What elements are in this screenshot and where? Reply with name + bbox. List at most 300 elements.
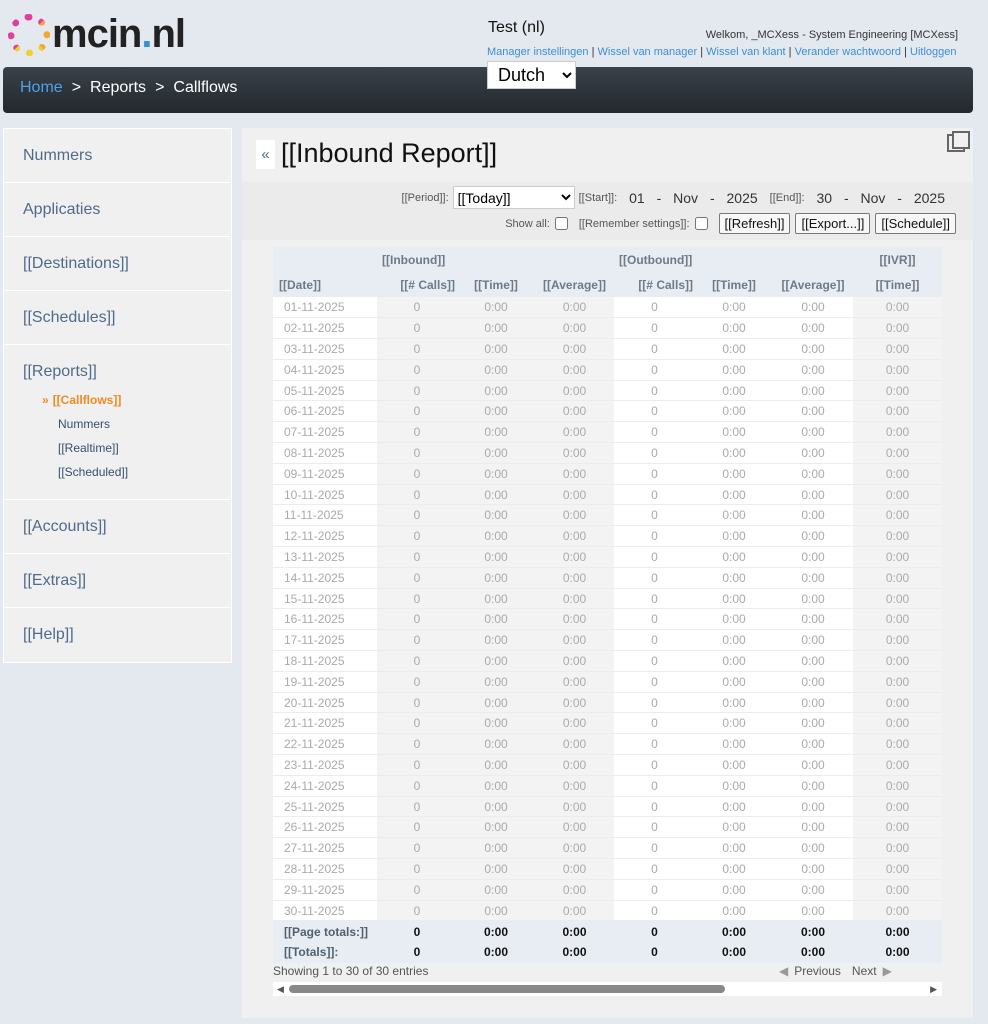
value-cell: 0:00 bbox=[773, 505, 853, 526]
value-cell: 0:00 bbox=[535, 526, 614, 547]
value-cell: 0:00 bbox=[695, 401, 773, 422]
value-cell: 0:00 bbox=[457, 879, 535, 900]
value-cell: 0:00 bbox=[457, 755, 535, 776]
link-switch-client[interactable]: Wissel van klant bbox=[706, 46, 786, 58]
value-cell: 0:00 bbox=[773, 671, 853, 692]
value-cell: 0:00 bbox=[457, 838, 535, 859]
value-cell: 0:00 bbox=[853, 463, 942, 484]
value-cell: 0:00 bbox=[853, 838, 942, 859]
value-cell: 0 bbox=[377, 422, 457, 443]
value-cell: 0:00 bbox=[773, 484, 853, 505]
value-cell: 0:00 bbox=[457, 297, 535, 318]
date-cell: 02-11-2025 bbox=[273, 318, 377, 339]
value-cell: 0 bbox=[614, 401, 695, 422]
value-cell: 0:00 bbox=[535, 900, 614, 921]
value-cell: 0:00 bbox=[773, 838, 853, 859]
totals-cell: 0:00 bbox=[535, 942, 614, 963]
value-cell: 0:00 bbox=[773, 526, 853, 547]
date-cell: 30-11-2025 bbox=[273, 900, 377, 921]
value-cell: 0:00 bbox=[773, 339, 853, 360]
sidebar-item-reports[interactable]: [[Reports]] bbox=[23, 363, 97, 380]
value-cell: 0 bbox=[614, 567, 695, 588]
value-cell: 0:00 bbox=[535, 318, 614, 339]
value-cell: 0 bbox=[377, 817, 457, 838]
totals-cell: 0 bbox=[614, 942, 695, 963]
column-header[interactable]: [[Time]] bbox=[853, 272, 942, 297]
value-cell: 0 bbox=[377, 339, 457, 360]
value-cell: 0:00 bbox=[457, 796, 535, 817]
value-cell: 0:00 bbox=[695, 380, 773, 401]
value-cell: 0:00 bbox=[773, 775, 853, 796]
show-all-checkbox[interactable] bbox=[555, 217, 568, 230]
value-cell: 0 bbox=[614, 484, 695, 505]
value-cell: 0:00 bbox=[773, 380, 853, 401]
sidebar-sub-callflows[interactable]: » [[Callflows]] bbox=[42, 393, 122, 407]
value-cell: 0 bbox=[377, 567, 457, 588]
column-header[interactable]: [[Average]] bbox=[773, 272, 853, 297]
table-row bbox=[273, 900, 942, 921]
value-cell: 0:00 bbox=[853, 713, 942, 734]
value-cell: 0 bbox=[377, 297, 457, 318]
value-cell: 0:00 bbox=[853, 505, 942, 526]
value-cell: 0:00 bbox=[773, 401, 853, 422]
link-logout[interactable]: Uitloggen bbox=[910, 46, 957, 58]
value-cell: 0:00 bbox=[853, 401, 942, 422]
value-cell: 0 bbox=[377, 359, 457, 380]
period-select[interactable] bbox=[453, 186, 575, 209]
totals-cell: 0:00 bbox=[695, 921, 773, 942]
date-cell: 20-11-2025 bbox=[273, 692, 377, 713]
value-cell: 0 bbox=[377, 318, 457, 339]
value-cell: 0:00 bbox=[853, 609, 942, 630]
table-row bbox=[273, 380, 942, 401]
value-cell: 0 bbox=[614, 505, 695, 526]
value-cell: 0:00 bbox=[535, 297, 614, 318]
value-cell: 0:00 bbox=[457, 609, 535, 630]
value-cell: 0:00 bbox=[853, 339, 942, 360]
scrollbar-thumb[interactable] bbox=[289, 985, 725, 993]
date-cell: 24-11-2025 bbox=[273, 775, 377, 796]
totals-cell: 0:00 bbox=[853, 942, 942, 963]
value-cell: 0:00 bbox=[695, 547, 773, 568]
value-cell: 0 bbox=[614, 547, 695, 568]
value-cell: 0:00 bbox=[535, 713, 614, 734]
table-row bbox=[273, 443, 942, 464]
value-cell: 0:00 bbox=[695, 609, 773, 630]
start-date[interactable]: 01 - Nov - 2025 bbox=[629, 189, 758, 206]
value-cell: 0:00 bbox=[773, 755, 853, 776]
column-header[interactable]: [[Average]] bbox=[535, 272, 614, 297]
value-cell: 0:00 bbox=[695, 422, 773, 443]
date-cell: 28-11-2025 bbox=[273, 859, 377, 880]
sidebar-group-reports bbox=[4, 345, 231, 500]
schedule-button[interactable]: [[Schedule]] bbox=[875, 213, 956, 234]
column-header[interactable]: [[# Calls]] bbox=[614, 272, 695, 297]
sidebar-item-nummers[interactable]: Nummers bbox=[4, 129, 231, 183]
date-cell: 12-11-2025 bbox=[273, 526, 377, 547]
language-select[interactable] bbox=[487, 61, 576, 89]
table-row bbox=[273, 484, 942, 505]
value-cell: 0:00 bbox=[457, 422, 535, 443]
value-cell: 0:00 bbox=[457, 339, 535, 360]
sidebar-item-extras[interactable]: [[Extras]] bbox=[4, 554, 231, 608]
value-cell: 0:00 bbox=[457, 484, 535, 505]
value-cell: 0:00 bbox=[457, 671, 535, 692]
value-cell: 0 bbox=[614, 339, 695, 360]
date-cell: 09-11-2025 bbox=[273, 463, 377, 484]
value-cell: 0 bbox=[614, 734, 695, 755]
table-row bbox=[273, 796, 942, 817]
value-cell: 0:00 bbox=[695, 796, 773, 817]
value-cell: 0:00 bbox=[695, 526, 773, 547]
date-cell: 03-11-2025 bbox=[273, 339, 377, 360]
horizontal-scrollbar[interactable] bbox=[273, 982, 942, 996]
value-cell: 0:00 bbox=[773, 734, 853, 755]
value-cell: 0 bbox=[614, 443, 695, 464]
value-cell: 0 bbox=[614, 900, 695, 921]
value-cell: 0 bbox=[377, 859, 457, 880]
value-cell: 0 bbox=[377, 734, 457, 755]
pagination bbox=[776, 964, 895, 978]
totals-cell: 0:00 bbox=[773, 921, 853, 942]
value-cell: 0 bbox=[614, 609, 695, 630]
date-cell: 13-11-2025 bbox=[273, 547, 377, 568]
value-cell: 0:00 bbox=[535, 339, 614, 360]
collapse-button[interactable]: « bbox=[256, 140, 275, 169]
value-cell: 0:00 bbox=[853, 567, 942, 588]
value-cell: 0:00 bbox=[853, 484, 942, 505]
value-cell: 0:00 bbox=[853, 775, 942, 796]
value-cell: 0:00 bbox=[773, 463, 853, 484]
value-cell: 0:00 bbox=[457, 775, 535, 796]
value-cell: 0 bbox=[377, 588, 457, 609]
value-cell: 0:00 bbox=[773, 713, 853, 734]
table-row bbox=[273, 547, 942, 568]
totals-cell: 0:00 bbox=[773, 942, 853, 963]
value-cell: 0:00 bbox=[457, 380, 535, 401]
value-cell: 0:00 bbox=[695, 443, 773, 464]
totals-cell: 0:00 bbox=[853, 921, 942, 942]
table-row bbox=[273, 339, 942, 360]
value-cell: 0 bbox=[377, 713, 457, 734]
totals-label: [[Page totals:]] bbox=[273, 921, 377, 942]
value-cell: 0:00 bbox=[695, 838, 773, 859]
value-cell: 0:00 bbox=[853, 297, 942, 318]
totals-cell: 0 bbox=[377, 942, 457, 963]
value-cell: 0 bbox=[614, 526, 695, 547]
date-cell: 17-11-2025 bbox=[273, 630, 377, 651]
value-cell: 0:00 bbox=[535, 859, 614, 880]
scroll-left-icon[interactable]: ◀ bbox=[277, 984, 284, 994]
column-header[interactable]: [[# Calls]] bbox=[377, 272, 457, 297]
value-cell: 0:00 bbox=[695, 671, 773, 692]
value-cell: 0:00 bbox=[457, 859, 535, 880]
next-button[interactable]: Next bbox=[851, 964, 877, 978]
totals-cell: 0 bbox=[377, 921, 457, 942]
value-cell: 0 bbox=[614, 755, 695, 776]
value-cell: 0 bbox=[614, 359, 695, 380]
value-cell: 0:00 bbox=[773, 630, 853, 651]
totals-cell: 0 bbox=[614, 921, 695, 942]
prev-arrow-icon[interactable]: ◀ bbox=[779, 964, 789, 978]
value-cell: 0:00 bbox=[853, 526, 942, 547]
table-row bbox=[273, 734, 942, 755]
breadcrumb-reports[interactable]: Reports bbox=[90, 79, 147, 96]
value-cell: 0 bbox=[614, 879, 695, 900]
value-cell: 0 bbox=[377, 547, 457, 568]
value-cell: 0:00 bbox=[695, 588, 773, 609]
value-cell: 0:00 bbox=[773, 297, 853, 318]
value-cell: 0 bbox=[614, 318, 695, 339]
value-cell: 0 bbox=[614, 796, 695, 817]
remember-label: [[Remember settings]]: bbox=[578, 217, 690, 230]
date-cell: 14-11-2025 bbox=[273, 567, 377, 588]
value-cell: 0 bbox=[377, 692, 457, 713]
value-cell: 0 bbox=[614, 775, 695, 796]
value-cell: 0:00 bbox=[695, 879, 773, 900]
table-row bbox=[273, 463, 942, 484]
table-row bbox=[273, 359, 942, 380]
next-arrow-icon[interactable]: ▶ bbox=[882, 964, 892, 978]
export-button[interactable]: [[Export...]] bbox=[795, 213, 870, 234]
table-row bbox=[273, 505, 942, 526]
date-cell: 08-11-2025 bbox=[273, 443, 377, 464]
value-cell: 0:00 bbox=[695, 339, 773, 360]
start-label: [[Start]]: bbox=[578, 191, 618, 204]
value-cell: 0 bbox=[614, 380, 695, 401]
value-cell: 0 bbox=[614, 692, 695, 713]
value-cell: 0:00 bbox=[695, 900, 773, 921]
value-cell: 0:00 bbox=[457, 359, 535, 380]
value-cell: 0:00 bbox=[457, 318, 535, 339]
value-cell: 0:00 bbox=[853, 588, 942, 609]
totals-label: [[Totals]]: bbox=[273, 942, 377, 963]
value-cell: 0 bbox=[614, 588, 695, 609]
value-cell: 0:00 bbox=[695, 734, 773, 755]
table-row bbox=[273, 422, 942, 443]
column-header[interactable]: [[Date]] bbox=[273, 272, 377, 297]
column-header[interactable]: [[Time]] bbox=[457, 272, 535, 297]
value-cell: 0:00 bbox=[457, 588, 535, 609]
value-cell: 0:00 bbox=[695, 318, 773, 339]
value-cell: 0:00 bbox=[773, 567, 853, 588]
sidebar-sub-scheduled[interactable]: [[Scheduled]] bbox=[58, 465, 129, 479]
value-cell: 0 bbox=[377, 900, 457, 921]
date-cell: 01-11-2025 bbox=[273, 297, 377, 318]
value-cell: 0:00 bbox=[773, 318, 853, 339]
scroll-right-icon[interactable]: ▶ bbox=[930, 984, 937, 994]
sidebar-sub-nummers[interactable]: Nummers bbox=[58, 417, 111, 431]
link-change-password[interactable]: Verander wachtwoord bbox=[794, 46, 902, 58]
value-cell: 0:00 bbox=[853, 443, 942, 464]
value-cell: 0 bbox=[614, 671, 695, 692]
date-cell: 29-11-2025 bbox=[273, 879, 377, 900]
date-cell: 04-11-2025 bbox=[273, 359, 377, 380]
value-cell: 0 bbox=[377, 401, 457, 422]
group-ivr: [[IVR]] bbox=[853, 247, 942, 272]
value-cell: 0:00 bbox=[535, 463, 614, 484]
value-cell: 0:00 bbox=[457, 463, 535, 484]
value-cell: 0:00 bbox=[535, 734, 614, 755]
value-cell: 0 bbox=[614, 630, 695, 651]
table-row bbox=[273, 671, 942, 692]
value-cell: 0 bbox=[377, 838, 457, 859]
value-cell: 0 bbox=[614, 297, 695, 318]
sidebar-item-accounts[interactable]: [[Accounts]] bbox=[4, 500, 231, 554]
table-row bbox=[273, 318, 942, 339]
value-cell: 0:00 bbox=[773, 900, 853, 921]
table-row bbox=[273, 588, 942, 609]
table-row bbox=[273, 630, 942, 651]
value-cell: 0:00 bbox=[773, 422, 853, 443]
value-cell: 0:00 bbox=[695, 505, 773, 526]
value-cell: 0:00 bbox=[773, 817, 853, 838]
popout-icon[interactable] bbox=[947, 134, 965, 152]
value-cell: 0:00 bbox=[535, 838, 614, 859]
value-cell: 0:00 bbox=[773, 443, 853, 464]
table-row bbox=[273, 713, 942, 734]
value-cell: 0:00 bbox=[773, 859, 853, 880]
value-cell: 0:00 bbox=[535, 817, 614, 838]
value-cell: 0:00 bbox=[853, 859, 942, 880]
value-cell: 0:00 bbox=[535, 359, 614, 380]
value-cell: 0 bbox=[377, 775, 457, 796]
end-date[interactable]: 30 - Nov - 2025 bbox=[816, 189, 945, 206]
date-cell: 23-11-2025 bbox=[273, 755, 377, 776]
date-cell: 07-11-2025 bbox=[273, 422, 377, 443]
value-cell: 0 bbox=[377, 671, 457, 692]
sidebar-sub-realtime[interactable]: [[Realtime]] bbox=[58, 441, 119, 455]
date-cell: 21-11-2025 bbox=[273, 713, 377, 734]
previous-button[interactable]: Previous bbox=[794, 964, 841, 978]
value-cell: 0:00 bbox=[695, 359, 773, 380]
value-cell: 0:00 bbox=[773, 359, 853, 380]
table-row bbox=[273, 567, 942, 588]
site-title: Test (nl) bbox=[488, 19, 545, 36]
totals-cell: 0:00 bbox=[457, 921, 535, 942]
logo[interactable]: mcin.nl bbox=[8, 12, 185, 57]
value-cell: 0:00 bbox=[695, 859, 773, 880]
value-cell: 0:00 bbox=[457, 713, 535, 734]
value-cell: 0:00 bbox=[773, 796, 853, 817]
date-cell: 19-11-2025 bbox=[273, 671, 377, 692]
date-cell: 06-11-2025 bbox=[273, 401, 377, 422]
date-cell: 26-11-2025 bbox=[273, 817, 377, 838]
value-cell: 0 bbox=[377, 380, 457, 401]
column-header[interactable]: [[Time]] bbox=[695, 272, 773, 297]
value-cell: 0:00 bbox=[457, 817, 535, 838]
value-cell: 0:00 bbox=[535, 775, 614, 796]
value-cell: 0:00 bbox=[695, 755, 773, 776]
refresh-button[interactable]: [[Refresh]] bbox=[719, 213, 791, 234]
value-cell: 0 bbox=[614, 817, 695, 838]
period-label: [[Period]]: bbox=[401, 191, 449, 204]
table-row bbox=[273, 609, 942, 630]
value-cell: 0:00 bbox=[457, 526, 535, 547]
value-cell: 0 bbox=[614, 651, 695, 672]
value-cell: 0:00 bbox=[853, 359, 942, 380]
value-cell: 0:00 bbox=[535, 796, 614, 817]
table-row bbox=[273, 651, 942, 672]
value-cell: 0:00 bbox=[535, 879, 614, 900]
value-cell: 0:00 bbox=[535, 547, 614, 568]
value-cell: 0:00 bbox=[535, 380, 614, 401]
logo-mark-icon bbox=[8, 14, 50, 56]
group-outbound: [[Outbound]] bbox=[614, 247, 853, 272]
value-cell: 0:00 bbox=[853, 796, 942, 817]
value-cell: 0 bbox=[377, 526, 457, 547]
table-row bbox=[273, 692, 942, 713]
remember-checkbox[interactable] bbox=[695, 217, 708, 230]
value-cell: 0:00 bbox=[535, 609, 614, 630]
value-cell: 0:00 bbox=[773, 879, 853, 900]
sidebar bbox=[3, 128, 232, 663]
value-cell: 0:00 bbox=[853, 755, 942, 776]
filters bbox=[242, 182, 973, 240]
value-cell: 0 bbox=[377, 796, 457, 817]
date-cell: 25-11-2025 bbox=[273, 796, 377, 817]
value-cell: 0:00 bbox=[535, 484, 614, 505]
link-manager-settings[interactable]: Manager instellingen bbox=[487, 46, 589, 58]
table-row bbox=[273, 401, 942, 422]
value-cell: 0 bbox=[377, 443, 457, 464]
sidebar-item-schedules[interactable]: [[Schedules]] bbox=[4, 291, 231, 345]
value-cell: 0:00 bbox=[853, 547, 942, 568]
show-all-label: Show all: bbox=[505, 217, 550, 230]
value-cell: 0:00 bbox=[853, 380, 942, 401]
value-cell: 0 bbox=[614, 838, 695, 859]
breadcrumb-home[interactable]: Home bbox=[20, 79, 63, 96]
value-cell: 0:00 bbox=[535, 401, 614, 422]
value-cell: 0:00 bbox=[695, 651, 773, 672]
value-cell: 0:00 bbox=[457, 443, 535, 464]
value-cell: 0:00 bbox=[853, 900, 942, 921]
date-cell: 11-11-2025 bbox=[273, 505, 377, 526]
value-cell: 0:00 bbox=[853, 817, 942, 838]
value-cell: 0:00 bbox=[853, 318, 942, 339]
date-cell: 16-11-2025 bbox=[273, 609, 377, 630]
page-title: [[Inbound Report]] bbox=[281, 138, 498, 168]
sidebar-item-destinations[interactable]: [[Destinations]] bbox=[4, 237, 231, 291]
value-cell: 0:00 bbox=[535, 630, 614, 651]
value-cell: 0:00 bbox=[695, 817, 773, 838]
value-cell: 0:00 bbox=[535, 567, 614, 588]
value-cell: 0:00 bbox=[535, 651, 614, 672]
sidebar-item-applicaties[interactable]: Applicaties bbox=[4, 183, 231, 237]
report-table bbox=[273, 247, 942, 963]
value-cell: 0:00 bbox=[535, 755, 614, 776]
value-cell: 0 bbox=[614, 713, 695, 734]
value-cell: 0 bbox=[377, 609, 457, 630]
value-cell: 0 bbox=[377, 505, 457, 526]
value-cell: 0:00 bbox=[457, 900, 535, 921]
value-cell: 0 bbox=[377, 463, 457, 484]
date-cell: 05-11-2025 bbox=[273, 380, 377, 401]
sidebar-item-help[interactable]: [[Help]] bbox=[23, 626, 74, 643]
table-row bbox=[273, 838, 942, 859]
value-cell: 0:00 bbox=[853, 630, 942, 651]
value-cell: 0:00 bbox=[695, 692, 773, 713]
totals-row bbox=[273, 921, 942, 942]
value-cell: 0:00 bbox=[773, 609, 853, 630]
value-cell: 0:00 bbox=[695, 775, 773, 796]
link-switch-manager[interactable]: Wissel van manager bbox=[597, 46, 698, 58]
breadcrumb-callflows: Callflows bbox=[173, 79, 238, 96]
value-cell: 0:00 bbox=[535, 505, 614, 526]
welcome-text: Welkom, _MCXess - System Engineering [MCXess] bbox=[705, 29, 958, 41]
chevron-right-icon: » bbox=[42, 393, 49, 407]
date-cell: 15-11-2025 bbox=[273, 588, 377, 609]
